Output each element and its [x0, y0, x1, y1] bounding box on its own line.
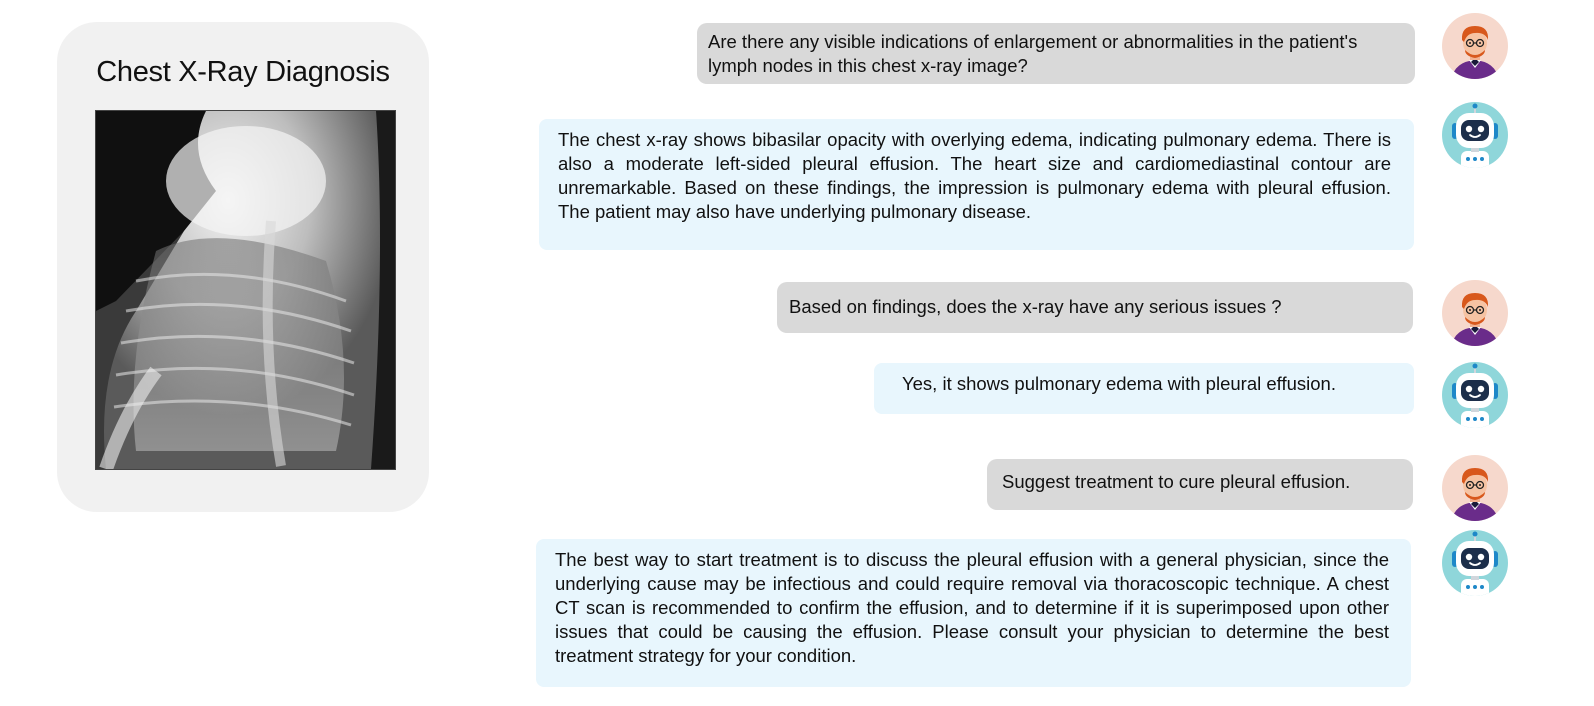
robot-avatar-icon — [1441, 101, 1509, 169]
user-message-3-text: Suggest treatment to cure pleural effusion. — [1002, 471, 1351, 492]
bot-message-3-text: The best way to start treatment is to discuss the pleural effusion with a general physician, since the underlying cause may be infectious and could require removal via thoracoscopic technique. A chest CT scan is recommended to confirm the effusion, and to determine if it is superimposed upon other issues that could be causing the effusion. Please consult your physician to determine the best treatment strategy for your condition. — [555, 549, 1389, 666]
xray-card — [57, 22, 429, 512]
user-avatar-icon — [1441, 279, 1509, 347]
user-message-3 — [987, 459, 1413, 510]
user-message-1-text: Are there any visible indications of enlargement or abnormalities in the patient's lymph nodes in this chest x-ray image? — [708, 31, 1358, 76]
bot-message-3 — [536, 539, 1411, 687]
chest-xray-image — [95, 110, 396, 470]
bot-message-2-text: Yes, it shows pulmonary edema with pleural effusion. — [902, 373, 1336, 394]
bot-message-1-text: The chest x-ray shows bibasilar opacity with overlying edema, indicating pulmonary edema. There is also a moderate left-sided pleural effusion. The heart size and cardiomediastinal contour are unremarkable. Based on these findings, the impression is pulmonary edema with pleural effusion. The patient may also have underlying pulmonary disease. — [558, 129, 1391, 222]
user-avatar-icon — [1441, 12, 1509, 80]
bot-message-1 — [539, 119, 1414, 250]
robot-avatar-icon — [1441, 529, 1509, 597]
user-avatar-icon — [1441, 454, 1509, 522]
robot-avatar-icon — [1441, 361, 1509, 429]
user-message-2 — [777, 282, 1413, 333]
bot-message-2 — [874, 363, 1414, 414]
user-message-2-text: Based on findings, does the x-ray have any serious issues ? — [789, 296, 1282, 317]
user-message-1 — [697, 23, 1415, 84]
card-title: Chest X-Ray Diagnosis — [96, 56, 390, 88]
